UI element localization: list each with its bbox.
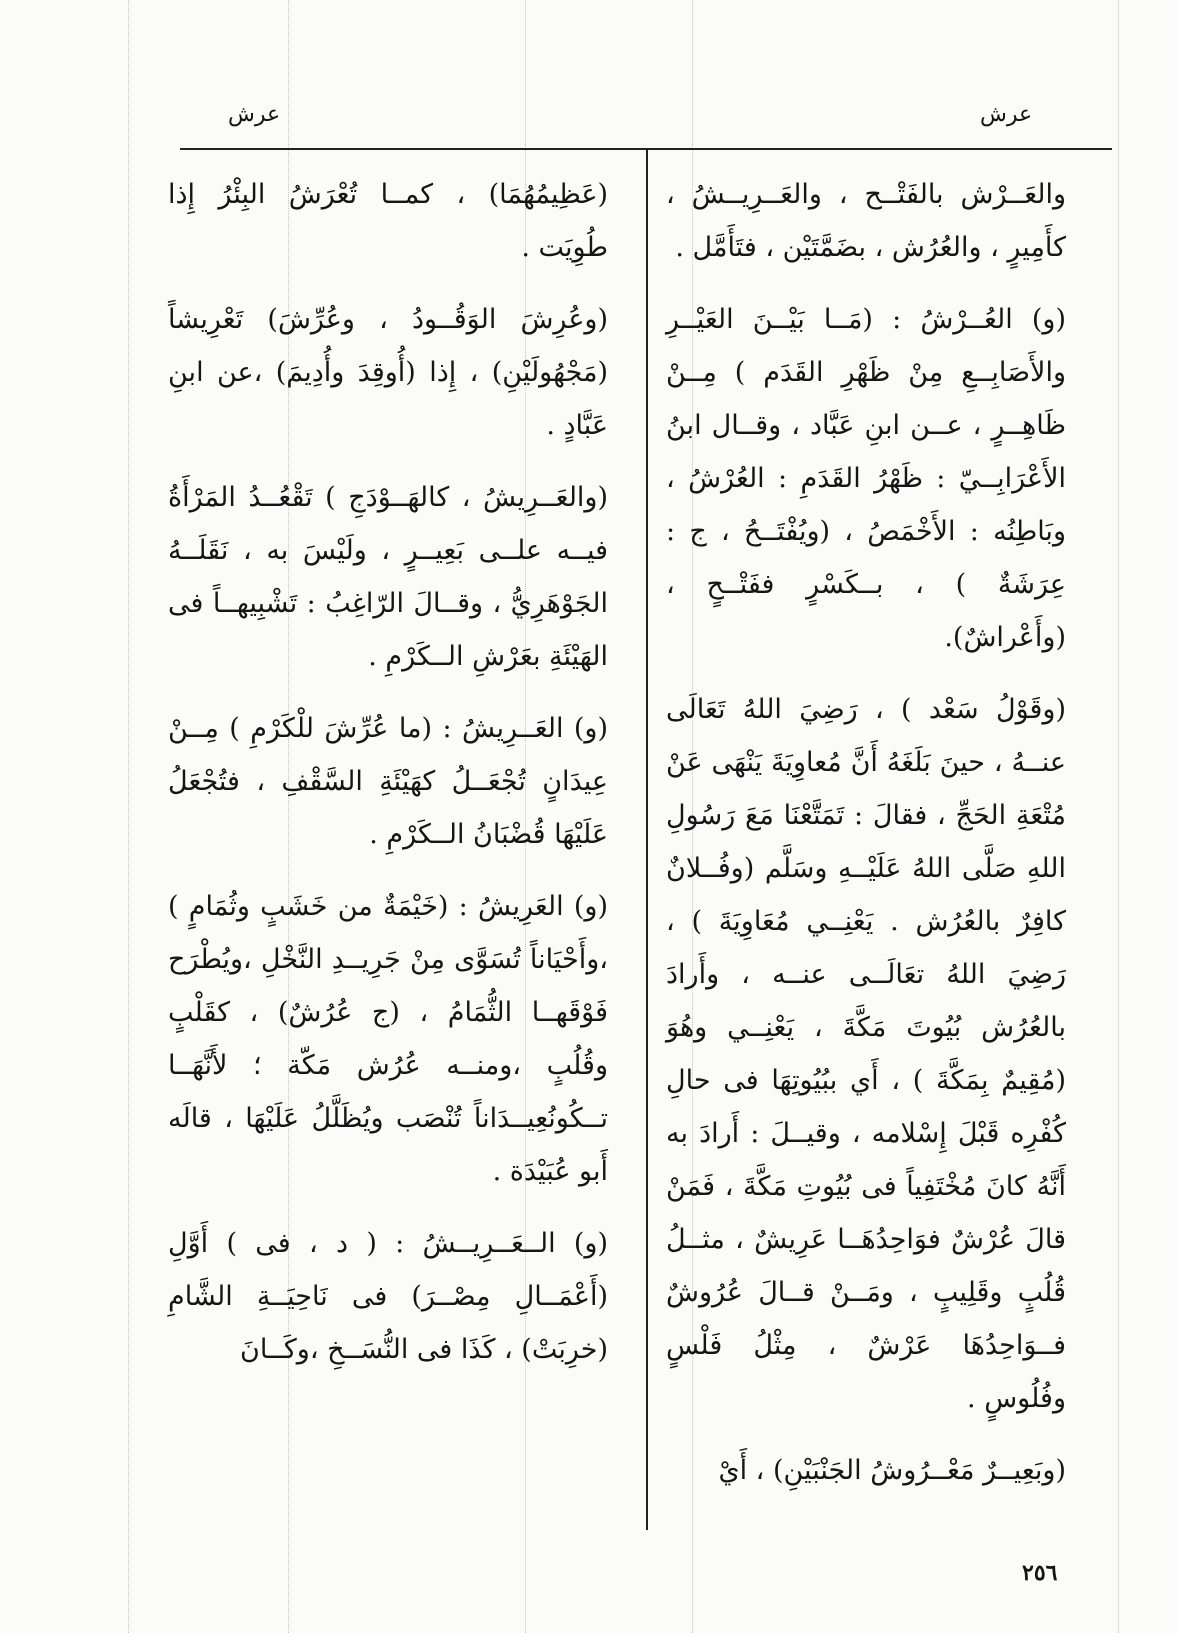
left-column — [168, 168, 608, 1395]
paragraph: (وقَوْلُ سَعْد ) ، رَضِيَ اللهُ تَعَالَى عنــهُ ، حينَ بَلَغَهُ أَنَّ مُعاوِيَةَ يَنْهَى عَنْ مُتْعَةِ الحَجِّ ، فقالَ : تَمَتَّعْنَا مَعَ رَسُولِ اللهِ صَلَّى اللهُ عَلَيْــهِ وسَلَّم (وفُــلانٌ كافِرٌ بالعُرُش . يَعْنِــي مُعَاوِيَةَ ) ، رَضِيَ اللهُ تعَالَــى عنــه ، وأَرادَ بالعُرُش بُيُوتَ مَكَّةَ ، يَعْنِــي وهُوَ (مُقِيمٌ بِمَكَّةَ ) ، أَي ببُيُوتِهَا فى حالِ كُفْرِه قَبْلَ إِسْلامه ، وقيــلَ : أَرادَ به أَنَّهُ كانَ مُخْتَفِياً فى بُيُوتِ مَكَّةَ ، فَمَنْ قالَ عُرْشٌ فوَاحِدُهَــا عَرِيشٌ ، مثــلُ قُلُبٍ وقَلِيبٍ ، ومَــنْ قــالَ عُرُوشٌ فــوَاحِدُهَا عَرْشٌ ، مِثْلُ فَلْسٍ وفُلُوسٍ . — [666, 694, 1066, 1414]
page-number: ٢٥٦ — [1022, 1560, 1058, 1586]
paragraph: (وعُرِشَ الوَقُــودُ ، وعُرِّشَ) تَعْرِيشاً (مَجْهُولَيْنِ) ، إِذا (أُوقِدَ وأُدِيمَ) ،عن ابنِ عَبَّادٍ . — [168, 304, 608, 441]
running-head-right: عرش — [980, 102, 1033, 127]
paragraph: (عَظِيمُهُمَا) ، كمــا تُعْرَشُ البِئْرُ إِذا طُوِيَت . — [168, 179, 608, 263]
scan-guide-line — [128, 0, 129, 1633]
paragraph: (وبَعِيــرٌ مَعْــرُوشُ الجَنْبَيْنِ) ، أَيْ — [718, 1455, 1066, 1486]
running-head-left: عرش — [228, 102, 281, 127]
right-column — [666, 168, 1066, 1516]
paragraph: (و) العُــرْشُ : (مَــا بَيْــنَ العَيْــرِ والأَصَابِــعِ مِنْ ظَهْرِ القَدَم ) مِــنْ ظَاهِــرٍ ، عــن ابنِ عَبَّاد ، وقــال ابنُ الأَعْرَابِــيّ : ظَهْرُ القَدَمِ : العُرْشُ ، وبَاطِنُه : الأَخْمَصُ ، (ويُفْتَــحُ ، ج : عِرَشَةٌ ) ، بــكَسْرٍ ففَتْــحٍ ،(وأَعْراشٌ). — [666, 304, 1066, 653]
column-divider — [646, 150, 648, 1530]
paragraph: (و) العَرِيشُ : (خَيْمَةٌ من خَشَبٍ وثُمَامٍ ) ،وأَحْيَاناً تُسَوَّى مِنْ جَرِيــدِ النَّخْلِ ،ويُطْرَح فَوْقَهــا الثُّمَامُ ، (ج عُرُشٌ) ، كقَلْبٍ وقُلُبٍ ،ومنــه عُرُش مَكّة ؛ لأَنَّهَــا تــكُونُعِيــدَاناً تُنْصَب ويُظَلَّلُ عَلَيْهَا ، قالَه أَبو عُبَيْدَة . — [168, 891, 608, 1187]
paragraph: (و) الــعَــرِيــشُ : ( د ، فى ) أَوَّلِ (أَعْمَــالِ مِصْــرَ) فى نَاحِيَــةِ الشَّامِ (خرِبَتْ) ، كَذَا فى النُّسَــخِ ،وكَــانَ — [168, 1228, 608, 1365]
paragraph: (و) العَــرِيشُ : (ما عُرِّشَ للْكَرْمِ ) مِــنْ عِيدَانٍ تُجْعَــلُ كهَيْئَةِ السَّقْفِ ، فتُجْعَلُ عَلَيْهَا قُضْبَانُ الــكَرْمِ . — [168, 713, 608, 850]
scan-guide-line — [1118, 0, 1119, 1633]
paragraph: (والعَــرِيشُ ، كالهَــوْدَجِ ) تَقْعُــدُ المَرْأَةُ فيــه علــى بَعِيــرٍ ، ولَيْسَ به ، نَقَلَــهُ الجَوْهَرِيُّ ، وقــالَ الرّاغِبُ : تَشْبِيهــاً فى الهَيْئَةِ بعَرْشِ الــكَرْمِ . — [168, 482, 608, 672]
paragraph: والعَــرْش بالفَتْــح ، والعَــرِيــشُ ، كأَمِيرٍ ، والعُرُش ، بضَمَّتَيْن ، فتَأَمَّل . — [666, 179, 1066, 263]
